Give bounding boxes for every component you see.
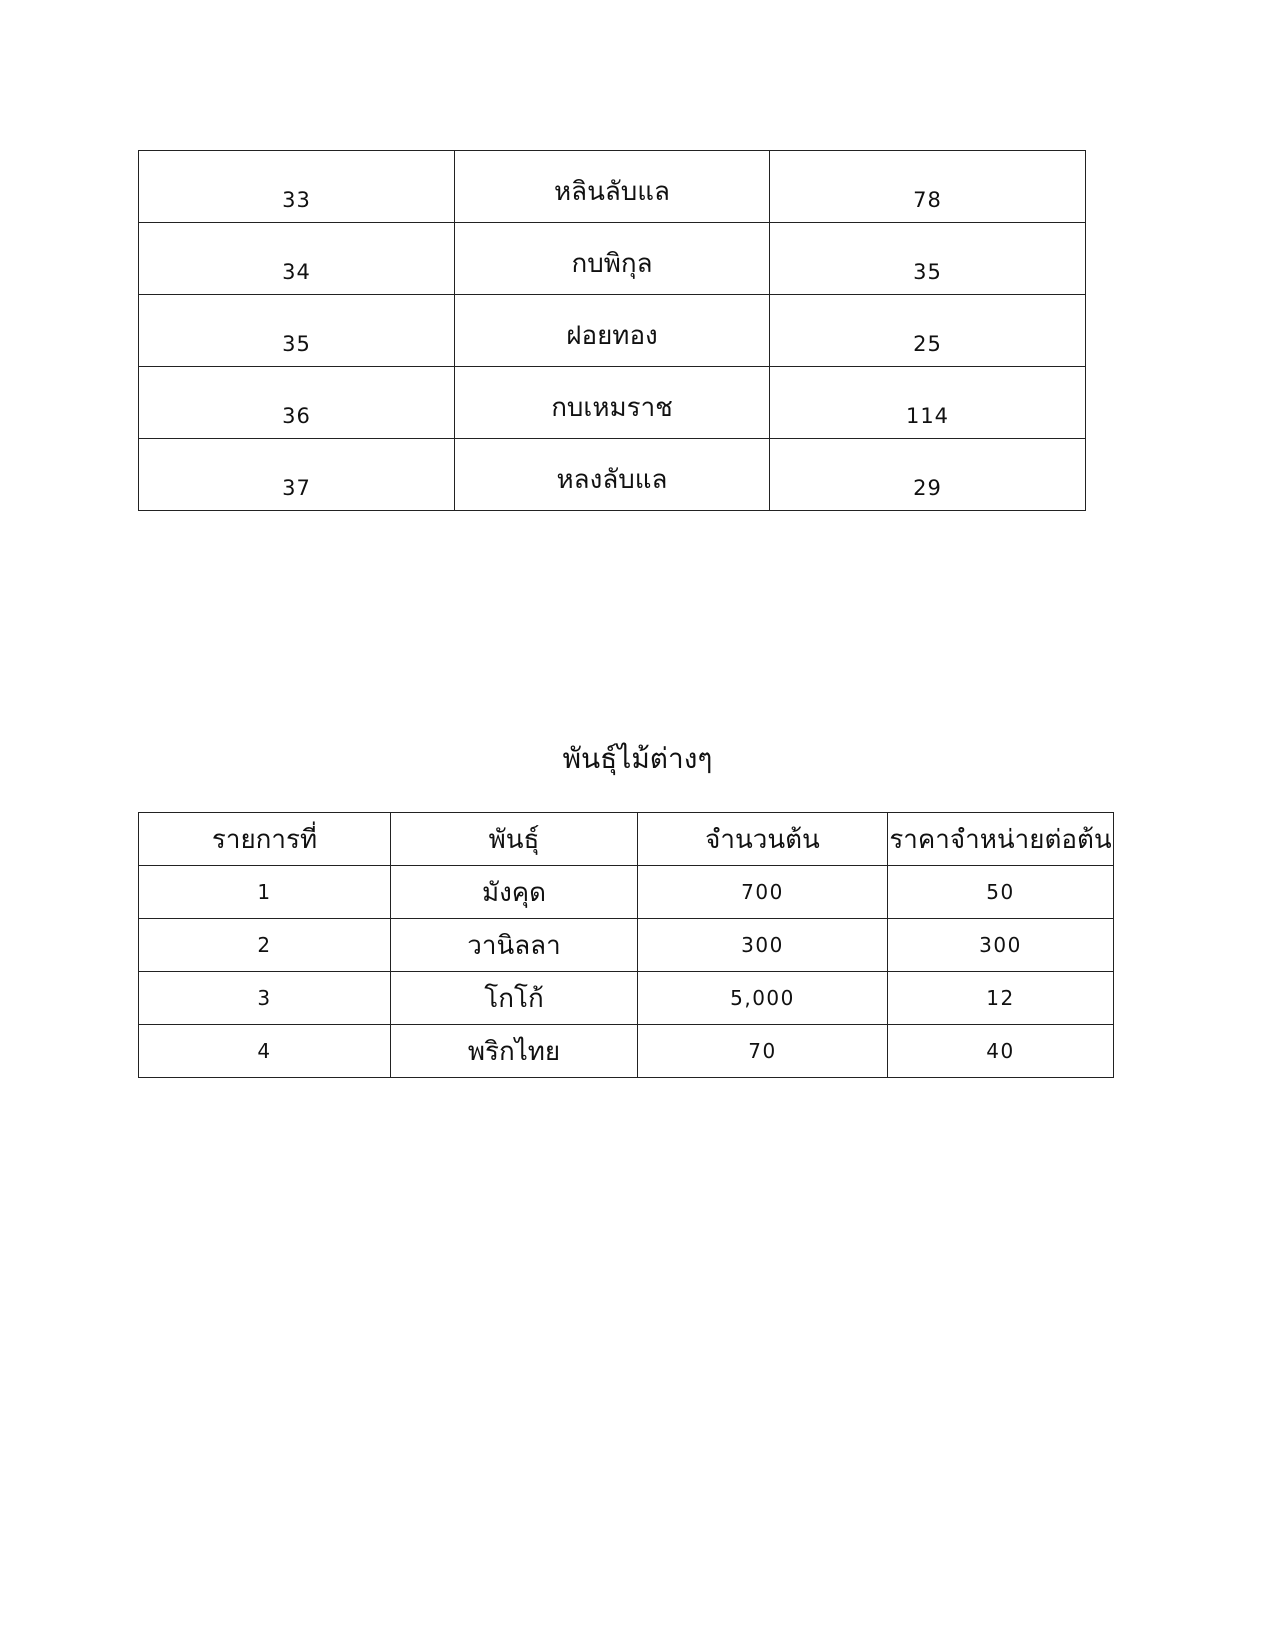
table-row xyxy=(139,151,1086,223)
tree-count: 300 xyxy=(638,919,888,972)
table-header-row xyxy=(139,813,1114,866)
tree-count: 5,000 xyxy=(638,972,888,1025)
variety-name: หลงลับแล xyxy=(455,439,770,511)
header-price: ราคาจำหน่ายต่อต้น xyxy=(888,813,1114,866)
variety-name: หลินลับแล xyxy=(455,151,770,223)
header-count: จำนวนต้น xyxy=(638,813,888,866)
row-value: 35 xyxy=(770,223,1086,295)
item-number: 1 xyxy=(139,866,391,919)
table-row xyxy=(139,866,1114,919)
row-value: 78 xyxy=(770,151,1086,223)
plant-varieties-table xyxy=(138,812,1114,1078)
item-number: 2 xyxy=(139,919,391,972)
tree-count: 70 xyxy=(638,1025,888,1078)
unit-price: 50 xyxy=(888,866,1114,919)
table-row xyxy=(139,972,1114,1025)
variety-name: พริกไทย xyxy=(391,1025,638,1078)
table-row xyxy=(139,919,1114,972)
header-variety: พันธุ์ xyxy=(391,813,638,866)
table-row xyxy=(139,439,1086,511)
variety-name: วานิลลา xyxy=(391,919,638,972)
unit-price: 12 xyxy=(888,972,1114,1025)
item-number: 4 xyxy=(139,1025,391,1078)
plant-varieties-title: พันธุ์ไม้ต่างๆ xyxy=(562,742,713,775)
table-row xyxy=(139,223,1086,295)
row-value: 114 xyxy=(770,367,1086,439)
tree-count: 700 xyxy=(638,866,888,919)
row-value: 25 xyxy=(770,295,1086,367)
table-row xyxy=(139,295,1086,367)
item-number: 3 xyxy=(139,972,391,1025)
row-number: 37 xyxy=(139,439,455,511)
row-value: 29 xyxy=(770,439,1086,511)
durian-variety-table xyxy=(138,150,1086,511)
row-number: 35 xyxy=(139,295,455,367)
variety-name: โกโก้ xyxy=(391,972,638,1025)
row-number: 36 xyxy=(139,367,455,439)
table-row xyxy=(139,367,1086,439)
variety-name: กบเหมราช xyxy=(455,367,770,439)
variety-name: กบพิกุล xyxy=(455,223,770,295)
variety-name: มังคุด xyxy=(391,866,638,919)
unit-price: 40 xyxy=(888,1025,1114,1078)
variety-name: ฝอยทอง xyxy=(455,295,770,367)
header-item-no: รายการที่ xyxy=(139,813,391,866)
row-number: 34 xyxy=(139,223,455,295)
table-row xyxy=(139,1025,1114,1078)
row-number: 33 xyxy=(139,151,455,223)
unit-price: 300 xyxy=(888,919,1114,972)
